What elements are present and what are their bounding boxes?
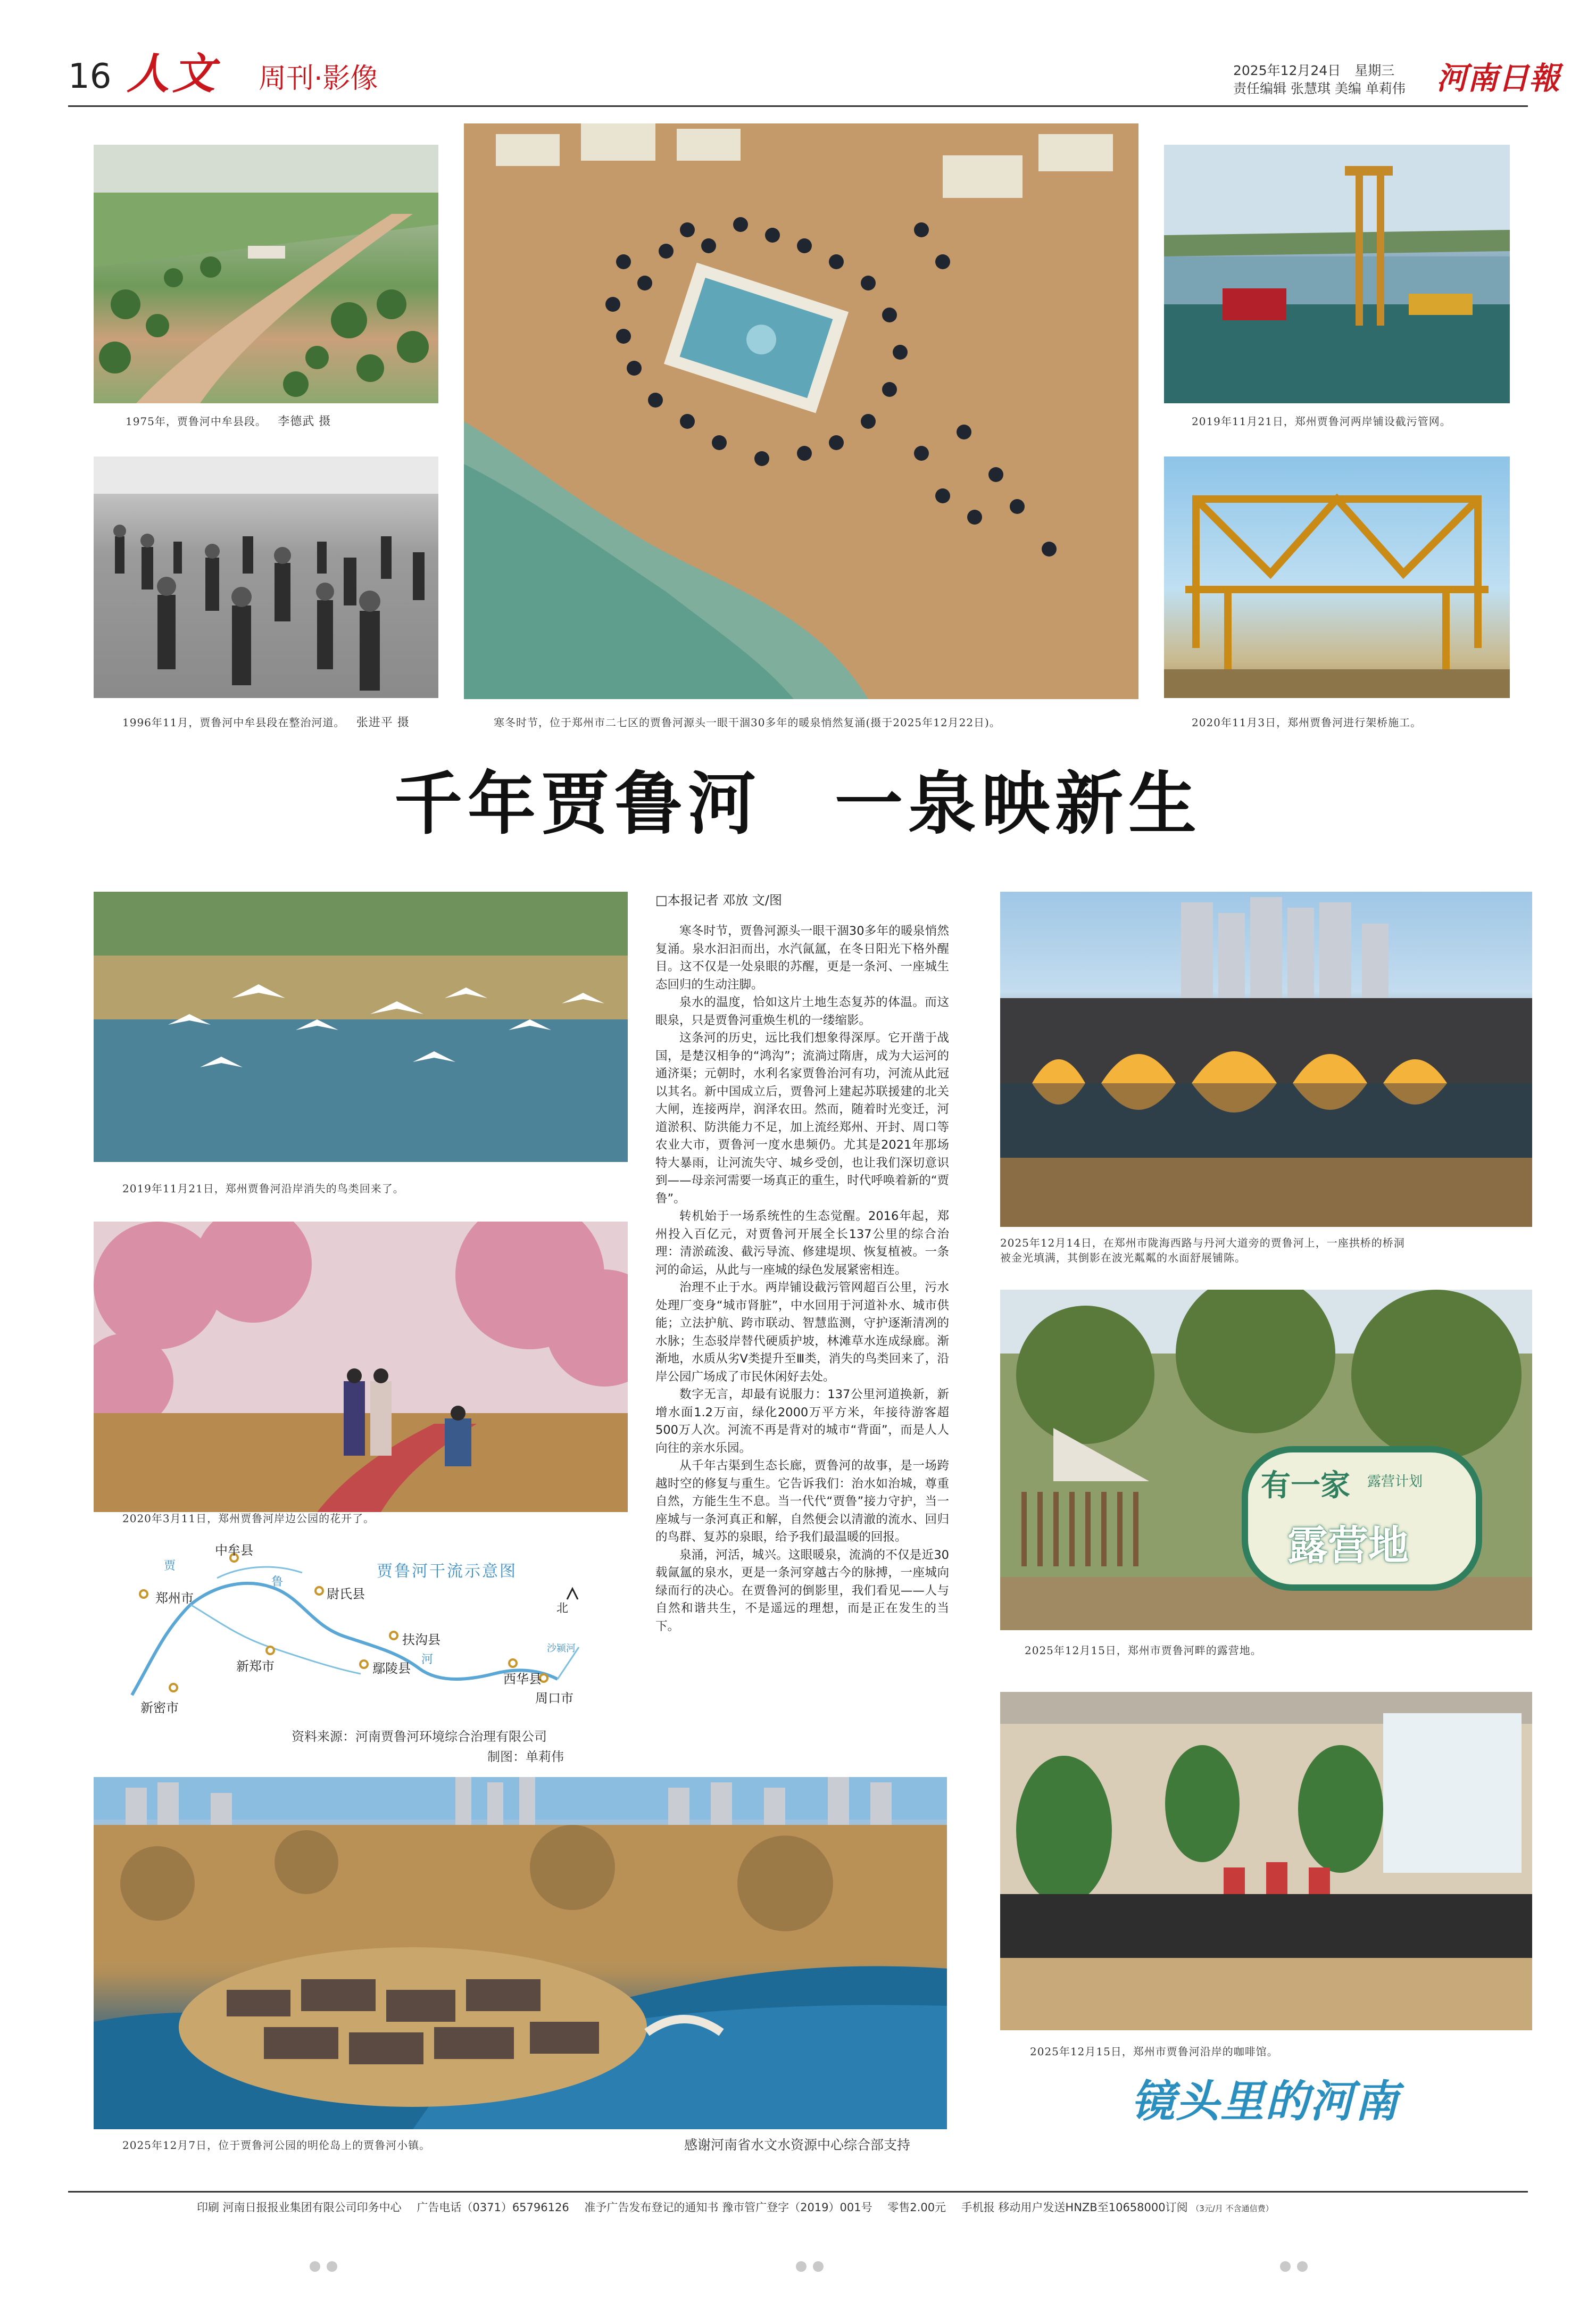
- campsite-sign: [1250, 1460, 1474, 1577]
- map-city-zhongmou: 中牟县: [215, 1543, 253, 1558]
- map-city-xihua: 西华县: [503, 1672, 542, 1687]
- article-paragraph: 寒冬时节，贾鲁河源头一眼干涸30多年的暖泉悄然复涌。泉水汩汩而出，水汽氤氲，在冬日阳光下格外醒目。这不仅是一处泉眼的苏醒，更是一条河、一座城生态回归的生动注脚。: [655, 924, 949, 992]
- article-paragraph: 数字无言，却最有说服力：137公里河道换新，新增水面1.2万亩，绿化2000万平方米，年接待游客超500万人次。河流不再是背对的城市“背面”，而是人人向往的亲水乐园。: [655, 1388, 949, 1455]
- map-city-xinmi: 新密市: [140, 1700, 179, 1715]
- section-suffix: 周刊·影像: [259, 63, 378, 95]
- photo-2020-bridge-construction: [1164, 456, 1510, 698]
- issue-date: [1233, 63, 1394, 79]
- footer-sms: 手机报 移动用户发送HNZB至10658000订阅: [961, 2201, 1188, 2214]
- page-number: 16: [68, 57, 112, 96]
- photo-2020-flowers: [94, 1222, 628, 1512]
- photo-2019-pipe-works: [1164, 145, 1510, 403]
- map-north-label: 北: [556, 1602, 569, 1615]
- footer-ad-tel: 广告电话（0371）65796126: [417, 2201, 569, 2214]
- map-credit: 制图：单莉伟: [487, 1749, 564, 1764]
- photo-spring-aerial: [464, 123, 1138, 699]
- map-title: 贾鲁河干流示意图: [377, 1562, 517, 1581]
- caption-1996: [122, 715, 410, 730]
- caption-river-town: 2025年12月7日，位于贾鲁河公园的明伦岛上的贾鲁河小镇。: [122, 2139, 431, 2152]
- article-paragraph: 泉水的温度，恰如这片土地生态复苏的体温。而这眼泉，只是贾鲁河重焕生机的一缕缩影。: [655, 995, 949, 1027]
- photo-golden-arch-bridge: [1000, 892, 1532, 1227]
- caption-arch-bridge-line1: 2025年12月14日，在郑州市陇海西路与丹河大道旁的贾鲁河上，一座拱桥的桥洞: [1000, 1236, 1405, 1249]
- footer-license: 准予广告发布登记的通知书 豫市管广登字（2019）001号: [584, 2201, 872, 2214]
- header-rule: [68, 105, 1528, 107]
- editor-credit: 责任编辑 张慧琪 美编 单莉伟: [1233, 81, 1406, 96]
- campsite-sign-line1: 有一家: [1261, 1468, 1350, 1503]
- dot-mark: [813, 2261, 824, 2272]
- footer-price: 零售2.00元: [887, 2201, 946, 2214]
- map-river-char-3: 河: [421, 1653, 434, 1666]
- registration-dots-right: [1277, 2261, 1311, 2274]
- photo-1975-drawing: [94, 145, 438, 403]
- photo-spring-drawing: [464, 123, 1138, 699]
- caption-1975: [126, 414, 331, 429]
- date-text: 2025年12月24日: [1233, 63, 1341, 78]
- map-river-char-2: 鲁: [271, 1575, 284, 1589]
- article-paragraph: 治理不止于水。两岸铺设截污管网超百公里，污水处理厂变身“城市肾脏”，中水回用于河道补水、城市供能；立法护航、跨市联动、智慧监测，守护逐渐清冽的水脉；生态驳岸替代硬质护坡，林滩草水连成绿廊。渐渐地，水质从劣Ⅴ类提升至Ⅲ类，消失的鸟类回来了，沿岸公园广场成了市民休闲好去处。: [655, 1281, 949, 1384]
- caption-arch-bridge: [1000, 1235, 1405, 1265]
- caption-1996-author: 张进平 摄: [356, 716, 410, 729]
- caption-arch-bridge-line2: 被金光填满，其倒影在波光粼粼的水面舒展铺陈。: [1000, 1251, 1246, 1264]
- caption-campsite: 2025年12月15日，郑州市贾鲁河畔的露营地。: [1025, 1644, 1262, 1657]
- map-city-zhoukou: 周口市: [535, 1691, 573, 1706]
- dot-mark: [796, 2261, 807, 2272]
- river-map-drawing: [111, 1546, 589, 1716]
- photo-2020-bridge-drawing: [1164, 456, 1510, 698]
- thanks-note: 感谢河南省水文水资源中心综合部支持: [684, 2137, 911, 2153]
- river-map: [111, 1543, 589, 1770]
- map-city-yanling: 鄢陵县: [372, 1661, 411, 1676]
- map-city-zhengzhou: 郑州市: [155, 1591, 194, 1606]
- footer-sms-note: （3元/月 不含通信费）: [1191, 2204, 1274, 2213]
- photo-2019-birds: [94, 892, 628, 1162]
- photo-birds-drawing: [94, 892, 628, 1162]
- photo-1996-river-works: [94, 456, 438, 698]
- photo-1996-drawing: [94, 456, 438, 698]
- caption-spring: 寒冬时节，位于郑州市二七区的贾鲁河源头一眼干涸30多年的暖泉悄然复涌(摄于2025年12月22日)。: [494, 716, 1001, 729]
- photo-arch-bridge-drawing: [1000, 892, 1532, 1227]
- article-paragraph: 泉涌，河活，城兴。这眼暖泉，流淌的不仅是近30载氤氲的泉水，更是一条河穿越古今的脉搏，一座城向绿而行的决心。在贾鲁河的倒影里，我们看见——人与自然和谐共生，不是遥远的理想，而是正在发生的当下。: [655, 1548, 949, 1633]
- section-logo: 人文: [127, 48, 218, 98]
- article-paragraph: 从千年古渠到生态长廊，贾鲁河的故事，是一场跨越时空的修复与重生。它告诉我们：治水如治城，尊重自然，方能生生不息。当一代代“贾鲁”接力守护，当一座城与一条河真正和解，自然便会以清澈的流水、回归的鸟群、复苏的泉眼，给予我们最温暖的回报。: [655, 1459, 949, 1544]
- footer-print: 印刷 河南日报报业集团有限公司印务中心: [197, 2201, 402, 2214]
- headline: 千年贾鲁河 一泉映新生: [394, 764, 1202, 844]
- map-city-xinzheng: 新郑市: [236, 1659, 275, 1674]
- campsite-sign-small: 露营计划: [1367, 1474, 1423, 1490]
- photo-river-town: [94, 1777, 947, 2129]
- caption-1996-text: 1996年11月，贾鲁河中牟县段在整治河道。: [122, 716, 345, 729]
- article-paragraph: 转机始于一场系统性的生态觉醒。2016年起，郑州投入百亿元，对贾鲁河开展全长137公里的综合治理：清淤疏浚、截污导流、修建堤坝、恢复植被。一条河的命运，从此与一座城的绿色发展紧密相连。: [655, 1209, 949, 1277]
- dot-mark: [310, 2261, 320, 2272]
- column-brand: 镜头里的河南: [1131, 2076, 1399, 2127]
- map-source: 资料来源：河南贾鲁河环境综合治理有限公司: [292, 1729, 547, 1744]
- map-city-weishi: 尉氏县: [327, 1587, 365, 1601]
- byline: □本报记者 邓放 文/图: [655, 893, 783, 908]
- article-body: [655, 923, 949, 1635]
- photo-1975-river: [94, 145, 438, 403]
- caption-cafe: 2025年12月15日，郑州市贾鲁河沿岸的咖啡馆。: [1030, 2045, 1278, 2058]
- weekday-text: 星期三: [1354, 63, 1395, 78]
- photo-2019-pipe-drawing: [1164, 145, 1510, 403]
- footer-rule: [68, 2191, 1528, 2193]
- dot-mark: [327, 2261, 337, 2272]
- dot-mark: [1280, 2261, 1291, 2272]
- caption-2019-pipe: 2019年11月21日，郑州贾鲁河两岸铺设截污管网。: [1192, 415, 1451, 428]
- dot-mark: [1297, 2261, 1308, 2272]
- photo-cafe-drawing: [1000, 1692, 1532, 2030]
- photo-river-town-drawing: [94, 1777, 947, 2129]
- photo-flowers-drawing: [94, 1222, 628, 1512]
- photo-campsite: [1000, 1290, 1532, 1630]
- caption-flowers: 2020年3月11日，郑州贾鲁河岸边公园的花开了。: [122, 1512, 375, 1525]
- caption-1975-text: 1975年，贾鲁河中牟县段。: [126, 415, 267, 428]
- newspaper-logo: 河南日報: [1436, 60, 1560, 96]
- registration-dots-center: [793, 2261, 827, 2274]
- caption-2020-bridge: 2020年11月3日，郑州贾鲁河进行架桥施工。: [1192, 716, 1422, 729]
- map-river-char-1: 贾: [164, 1559, 176, 1573]
- registration-dots-left: [306, 2261, 340, 2274]
- caption-birds: 2019年11月21日，郑州贾鲁河沿岸消失的鸟类回来了。: [122, 1182, 404, 1195]
- campsite-sign-line2: 露营地: [1287, 1522, 1409, 1569]
- footer-info: [197, 2199, 1274, 2216]
- map-city-fugou: 扶沟县: [402, 1632, 440, 1647]
- article-paragraph: 这条河的历史，远比我们想象得深厚。它开凿于战国，是楚汉相争的“鸿沟”；流淌过隋唐，成为大运河的通济渠；元朝时，水利名家贾鲁治河有功，河流从此冠以其名。新中国成立后，贾鲁河上建起苏联援建的北关大闸，连接两岸，润泽农田。然而，随着时光变迁，河道淤积、防洪能力不足，加上流经郑州、开封、周口等农业大市，贾鲁河一度水患频仍。尤其是2021年那场特大暴雨，让河流失守、城乡受创，也让我们深切意识到——母亲河需要一场真正的重生，时代呼唤着新的“贾鲁”。: [655, 1031, 949, 1206]
- map-river-label-shaying: 沙颍河: [547, 1643, 576, 1654]
- photo-cafe: [1000, 1692, 1532, 2030]
- caption-1975-author: 李德武 摄: [278, 415, 331, 428]
